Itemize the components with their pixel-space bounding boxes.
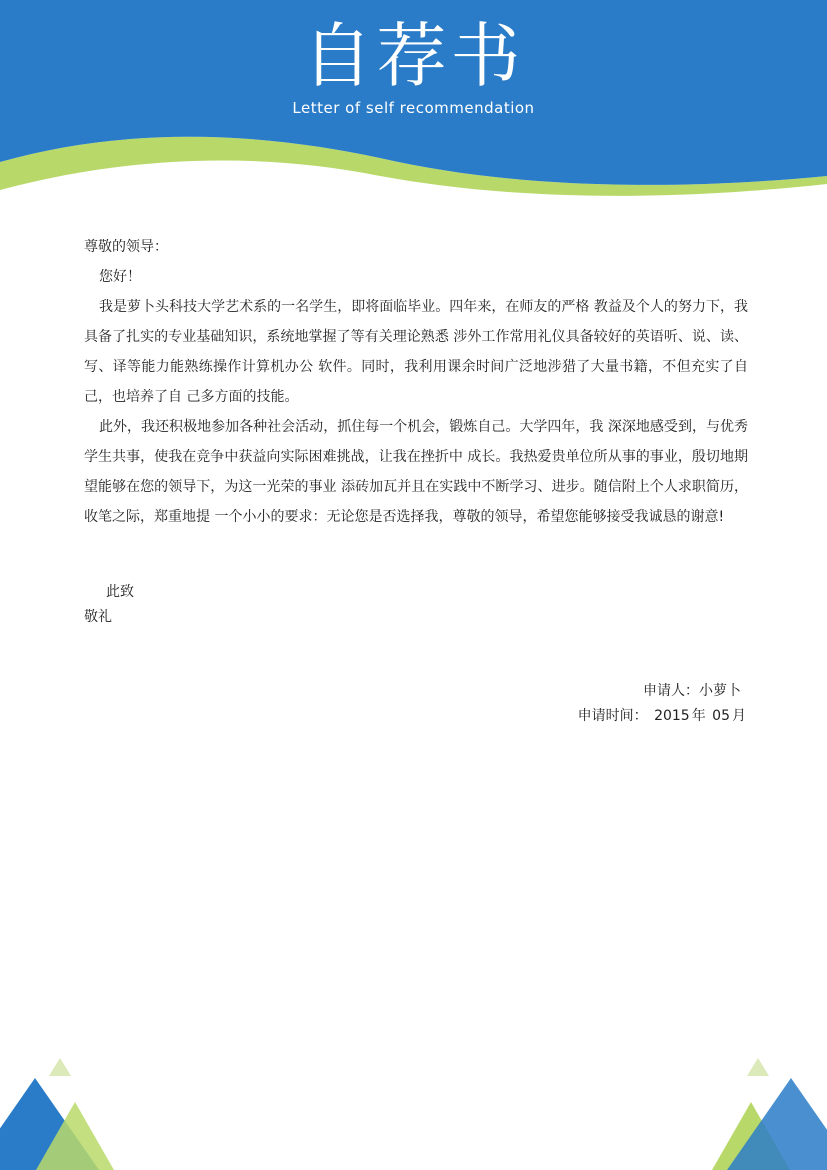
letter-closing-line-1: 此致: [106, 584, 134, 600]
page-subtitle: Letter of self recommendation: [292, 99, 535, 117]
triangle-pale-right: [747, 1058, 769, 1076]
corner-triangles-left: [0, 1025, 130, 1170]
signature-month-unit: 月: [732, 708, 746, 724]
corner-triangles-right: [697, 1025, 827, 1170]
triangle-pale-left: [49, 1058, 71, 1076]
signature-month: 05: [712, 708, 730, 724]
signature-year-unit: 年: [691, 708, 706, 724]
signature-date-label: 申请时间：: [577, 708, 648, 724]
page-title: 自荐书: [302, 15, 525, 97]
signature-date: [578, 705, 746, 727]
signature-year: 2015: [654, 708, 690, 724]
letter-closing-line-2: 敬礼: [84, 609, 112, 625]
letter-paragraph-2: 此外，我还积极地参加各种社会活动，抓住每一个机会，锻炼自己。大学四年，我 深深地感受到，与优秀学生共事，使我在竞争中获益向实际困难挑战，让我在挫折中 成长。我热爱贵单位所从事的事业，殷切地期望能够在您的领导下，为这一光荣的事业 添砖加瓦并且在实践中不断学习、进步。随信附上个人求职简历，收笔之际，郑重地提 一个小小的要求：无论您是否选择我，尊敬的领导，希望您能够接受我诚恳的谢意!: [84, 419, 748, 525]
letter-salutation: 尊敬的领导：: [84, 239, 168, 255]
signature-applicant: 申请人：小萝卜: [643, 683, 741, 699]
letter-paragraph-1: 我是萝卜头科技大学艺术系的一名学生，即将面临毕业。四年来，在师友的严格 教益及个人的努力下，我具备了扎实的专业基础知识，系统地掌握了等有关理论熟悉 涉外工作常用礼仪具备较好的英语听、说、读、写、译等能力能熟练操作计算机办公 软件。同时，我利用课余时间广泛地涉猎了大量书籍，不但充实了自己，也培养了自 己多方面的技能。: [84, 299, 748, 405]
letter-body: [84, 232, 748, 532]
letter-greeting: 您好！: [99, 269, 141, 285]
